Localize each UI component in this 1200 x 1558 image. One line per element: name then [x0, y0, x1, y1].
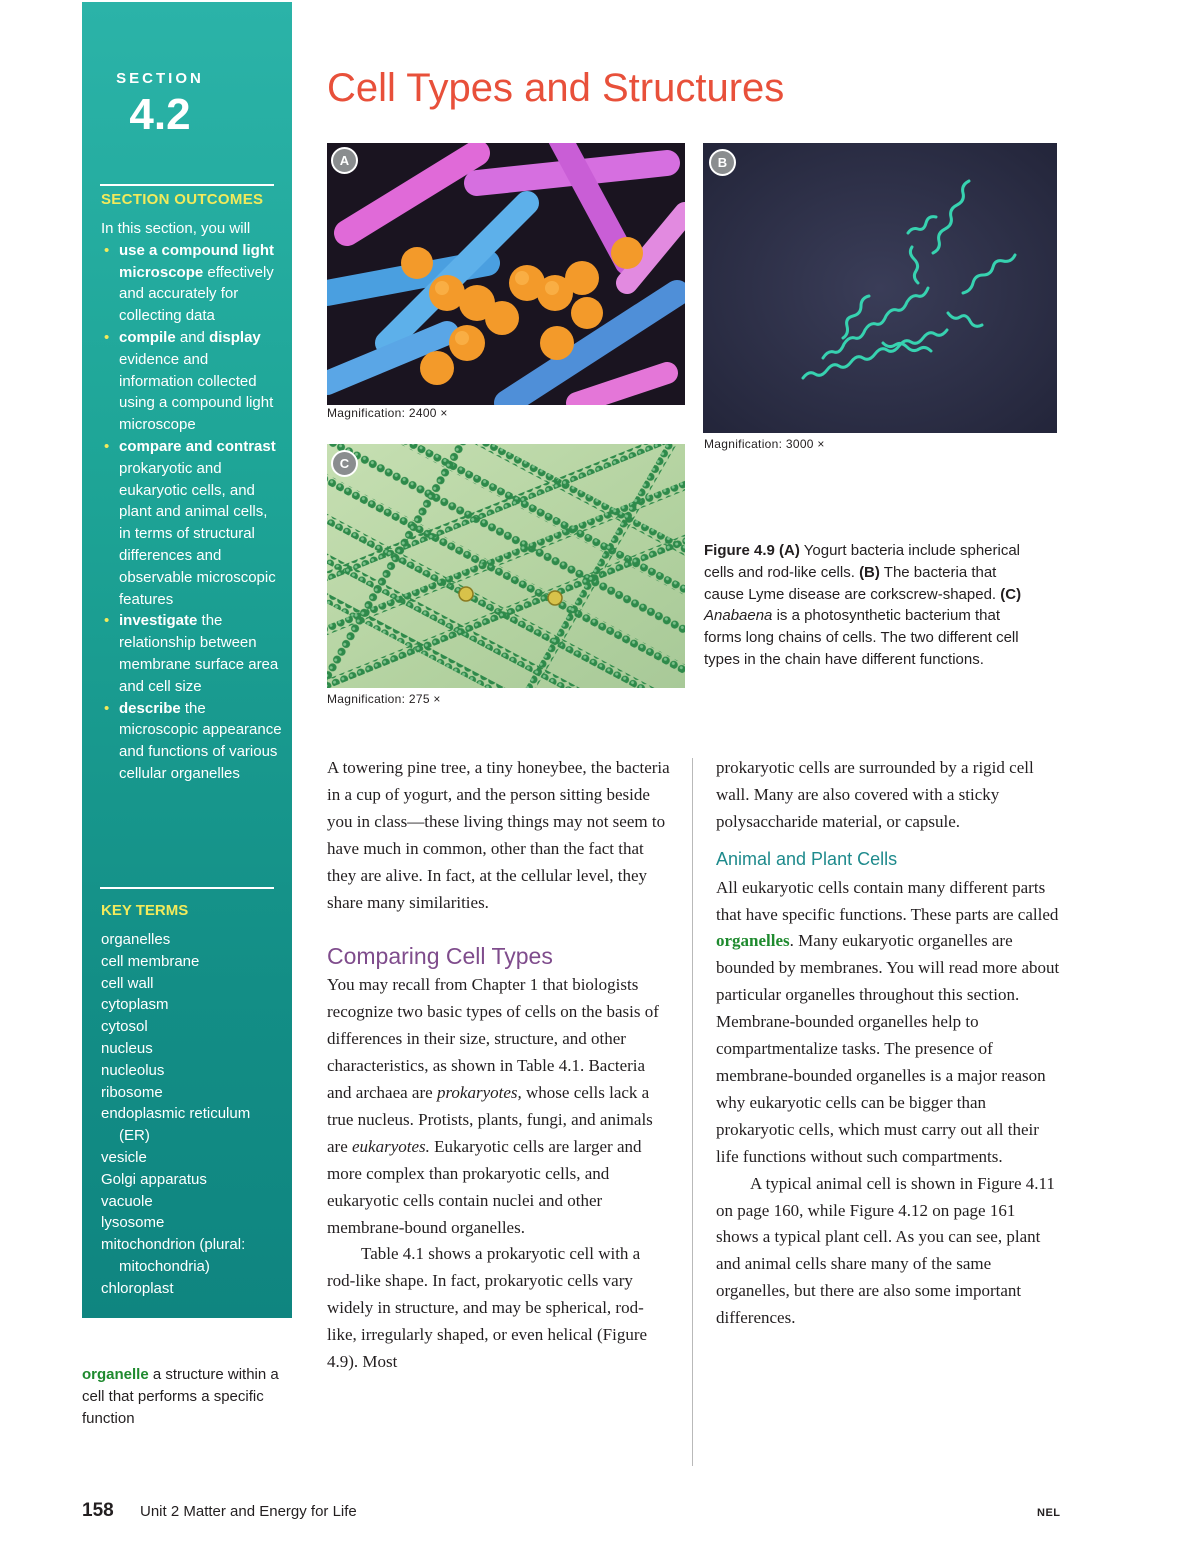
- key-term[interactable]: chloroplast: [101, 1279, 174, 1297]
- outcome-item: • compare and contrast prokaryotic and eukaryotic cells, and plant and animal cells, in terms of structural differences and observable microscopic features: [101, 436, 283, 610]
- key-term[interactable]: ribosome: [101, 1083, 163, 1101]
- outcome-item: • compile and display evidence and information collected using a compound light microscope: [101, 327, 283, 436]
- key-term[interactable]: endoplasmic reticulum (ER): [101, 1105, 251, 1145]
- section-number: 4.2: [129, 90, 191, 139]
- key-term[interactable]: vesicle: [101, 1148, 147, 1166]
- outcome-item: • investigate the relationship between membrane surface area and cell size: [101, 610, 283, 697]
- paragraph: You may recall from Chapter 1 that biologists recognize two basic types of cells on the basis of differences in their size, structure, and other characteristics, as shown in Table 4.1. Bacteria and archaea are prokaryotes, whose cells lack a true nucleus. Protists, plants, fungi, and animals are eukaryotes. Eukaryotic cells are larger and more complex than prokaryotic cells, and eukaryotic cells contain nuclei and other membrane-bound organelles.: [327, 975, 659, 1237]
- figure-b-magnification: Magnification: 3000 ×: [704, 437, 825, 451]
- figure-c-magnification: Magnification: 275 ×: [327, 692, 441, 706]
- paragraph: A typical animal cell is shown in Figure 4.11 on page 160, while Figure 4.12 on page 161 shows a typical plant cell. As you can see, plant and animal cells share many of the same organelles, but there are also some important differences.: [716, 1173, 1055, 1328]
- key-term[interactable]: nucleus: [101, 1039, 153, 1057]
- column-divider: [692, 758, 693, 1466]
- running-footer: Unit 2 Matter and Energy for Life: [140, 1503, 357, 1520]
- key-term[interactable]: Golgi apparatus: [101, 1170, 207, 1188]
- outcomes-heading: SECTION OUTCOMES: [101, 191, 264, 208]
- term-organelles[interactable]: organelles: [716, 931, 790, 951]
- key-term[interactable]: lysosome: [101, 1214, 165, 1232]
- heading-comparing-cell-types: Comparing Cell Types: [327, 943, 553, 970]
- figure-b-badge: B: [709, 149, 736, 176]
- intro-paragraph: A towering pine tree, a tiny honeybee, the bacteria in a cup of yogurt, and the person sitting beside you in class—these living things may not seem to have much in common, other than the fact that they are alive. In fact, at the cellular level, they share many similarities.: [327, 758, 670, 912]
- outcome-item: • describe the microscopic appearance and functions of various cellular organelles: [101, 698, 283, 785]
- body-column-right: [716, 755, 1061, 1332]
- key-term[interactable]: cytoplasm: [101, 996, 169, 1014]
- divider: [100, 184, 274, 186]
- outcome-item: • use a compound light microscope effectively and accurately for collecting data: [101, 240, 283, 327]
- body-column-left: [327, 755, 672, 1376]
- figure-c-badge: C: [331, 450, 358, 477]
- figure-caption: Figure 4.9 (A) Yogurt bacteria include spherical cells and rod-like cells. (B) The bacteria that cause Lyme disease are corkscrew-shaped. (C) Anabaena is a photosynthetic bacterium that forms long chains of cells. The two different cell types in the chain have different functions.: [704, 542, 1022, 668]
- heading-animal-and-plant-cells: Animal and Plant Cells: [716, 848, 898, 869]
- figure-a-magnification: Magnification: 2400 ×: [327, 406, 448, 420]
- figure-b-lyme-bacteria-image: [703, 143, 1057, 433]
- divider: [100, 887, 274, 889]
- outcomes-intro: In this section, you will: [101, 220, 251, 237]
- paragraph: prokaryotic cells are surrounded by a rigid cell wall. Many are also covered with a sticky polysaccharide material, or capsule.: [716, 758, 1034, 831]
- key-terms-list: [101, 929, 283, 1300]
- page-number: 158: [82, 1500, 114, 1521]
- key-term[interactable]: cell wall: [101, 974, 154, 992]
- paragraph: Table 4.1 shows a prokaryotic cell with a rod-like shape. In fact, prokaryotic cells vary widely in structure, and may be spherical, rod-like, irregularly shaped, or even helical (Figure 4.9). Most: [327, 1244, 648, 1372]
- key-term[interactable]: mitochondrion (plural: mitochondria): [101, 1236, 246, 1275]
- key-term[interactable]: cell membrane: [101, 952, 200, 970]
- figure-a-badge: A: [331, 147, 358, 174]
- page-title: Cell Types and Structures: [327, 66, 785, 110]
- key-term[interactable]: vacuole: [101, 1192, 153, 1210]
- section-label: SECTION: [116, 70, 204, 87]
- figure-c-anabaena-image: [327, 444, 685, 688]
- figure-a-yogurt-bacteria-image: [327, 143, 685, 405]
- outcomes-list: [101, 218, 283, 785]
- publisher-mark: NEL: [1037, 1507, 1061, 1519]
- section-sidebar: [82, 2, 292, 1318]
- key-term[interactable]: organelles: [101, 931, 171, 948]
- paragraph: All eukaryotic cells contain many different parts that have specific functions. These parts are called organelles. Many eukaryotic organelles are bounded by membranes. You will read more about particular organelles throughout this section. Membrane-bounded organelles help to compartmentalize tasks. The presence of membrane-bounded organelles is a major reason why eukaryotic cells can be bigger than prokaryotic cells, which must carry out all their life functions without such compartments.: [716, 877, 1060, 1166]
- key-terms-heading: KEY TERMS: [101, 902, 189, 919]
- key-term[interactable]: cytosol: [101, 1018, 148, 1036]
- key-term[interactable]: nucleolus: [101, 1061, 165, 1079]
- margin-glossary: organelle a structure within a cell that performs a specific function: [82, 1366, 279, 1427]
